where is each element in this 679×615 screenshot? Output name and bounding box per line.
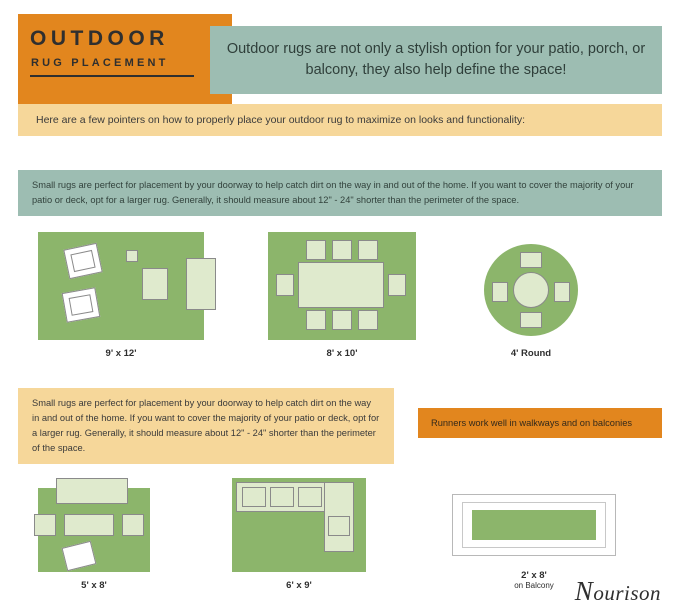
header-banner-text: Outdoor rugs are not only a stylish option for your patio, porch, or balcony, they also help define the space!	[226, 41, 646, 78]
figure-4-round	[484, 244, 578, 336]
figure-caption-9x12	[38, 348, 204, 359]
sofa-cushion	[270, 487, 294, 507]
round-dining-table	[513, 272, 549, 308]
logo-rest: ourison	[593, 581, 661, 605]
figure-caption-6x9	[232, 580, 366, 591]
sofa-cushion	[242, 487, 266, 507]
title-divider	[30, 75, 194, 77]
caption-label: 4' Round	[510, 348, 552, 359]
cream-note-bar	[18, 388, 394, 464]
figure-2x8-balcony	[452, 494, 616, 556]
caption-label: 2' x 8'	[521, 570, 547, 581]
orange-note-text: Runners work well in walkways and on balconies	[431, 418, 633, 428]
sofa	[56, 478, 128, 504]
header-banner	[210, 26, 662, 94]
header-intro-text: Here are a few pointers on how to properly place your outdoor rug to maximize on looks and functionality:	[36, 114, 526, 126]
header-intro-bar	[18, 104, 662, 136]
figure-9x12	[38, 232, 204, 340]
figure-8x10	[268, 232, 416, 340]
dining-chair	[388, 274, 406, 296]
dining-table	[298, 262, 384, 308]
page-subtitle: RUG PLACEMENT	[31, 57, 169, 69]
figure-5x8	[38, 488, 150, 572]
dining-chair	[520, 312, 542, 328]
armchair-2	[122, 514, 144, 536]
figure-caption-8x10	[268, 348, 416, 359]
figure-caption-5x8	[38, 580, 150, 591]
cream-note-text: Small rugs are perfect for placement by your doorway to help catch dirt on the way in and out of the home. If you want to cover the majority of your patio or deck, opt for a larger rug. Generally, it should measure about 12" - 24" shorter than the perimeter of the space.	[32, 398, 380, 453]
dining-chair	[306, 310, 326, 330]
dining-chair	[358, 310, 378, 330]
dining-chair	[358, 240, 378, 260]
figure-6x9	[232, 478, 366, 572]
sofa-cushion	[298, 487, 322, 507]
coffee-table	[142, 268, 168, 300]
logo-initial: N	[574, 576, 594, 606]
dining-chair	[520, 252, 542, 268]
caption-label: 8' x 10'	[326, 348, 358, 359]
page-title: OUTDOOR	[30, 27, 169, 50]
coffee-table	[64, 514, 114, 536]
rug-area	[38, 232, 204, 340]
caption-label: 6' x 9'	[286, 580, 312, 591]
caption-label: 9' x 12'	[105, 348, 137, 359]
side-table	[126, 250, 138, 262]
runner-rug	[472, 510, 596, 540]
dining-chair	[276, 274, 294, 296]
armchair-2-seat	[69, 294, 94, 316]
orange-note-bar	[418, 408, 662, 438]
brand-logo	[575, 576, 661, 607]
teal-note-text: Small rugs are perfect for placement by your doorway to help catch dirt on the way in and out of the home. If you want to cover the majority of your patio or deck, opt for a larger rug. Generally, it should measure about 12" - 24" shorter than the perimeter of the space.	[32, 180, 634, 205]
armchair-1	[34, 514, 56, 536]
dining-chair	[492, 282, 508, 302]
dining-chair	[332, 240, 352, 260]
dining-chair	[554, 282, 570, 302]
dining-chair	[306, 240, 326, 260]
caption-label: 5' x 8'	[81, 580, 107, 591]
dining-chair	[332, 310, 352, 330]
teal-note-bar	[18, 170, 662, 216]
figure-caption-4-round	[484, 348, 578, 359]
caption-sublabel: on Balcony	[514, 581, 554, 590]
sofa-cushion	[328, 516, 350, 536]
sofa	[186, 258, 216, 310]
